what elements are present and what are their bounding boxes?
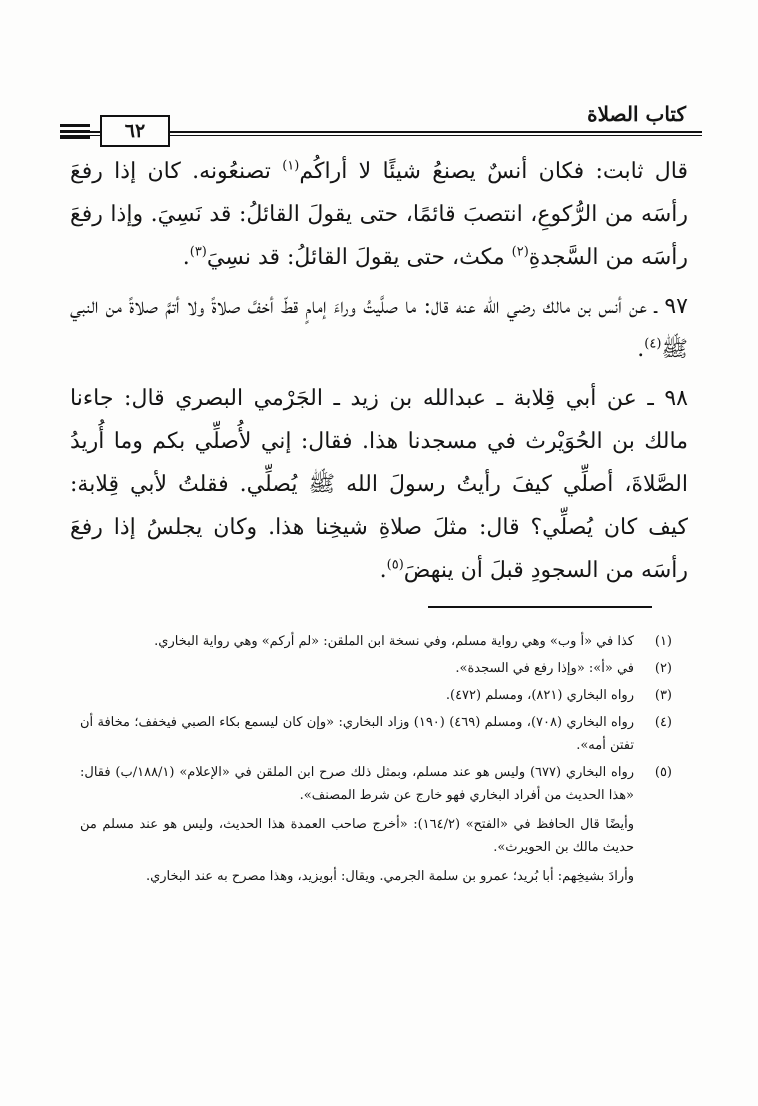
- footnote-line: في «أ»: «وإذا رفع في السجدة».: [455, 661, 634, 676]
- footnote-line: رواه البخاري (٦٧٧) وليس هو عند مسلم، وبمثل ذلك صرح ابن الملقن في «الإعلام» (١٨٨/١/ب) فقال: «هذا الحديث من أفراد البخاري فهو خارج عن شرط المصنف».: [80, 765, 635, 803]
- paragraph: [70, 377, 688, 592]
- footnote-number: (٣): [654, 688, 672, 703]
- header-ornament: [60, 130, 90, 133]
- footnote-ref: (٤): [644, 336, 662, 352]
- main-text: [70, 150, 688, 592]
- footnote-text: [80, 657, 634, 680]
- text-segment: قال ثابت: فكان أنسٌ يصنعُ شيئًا لا أراكُم: [299, 159, 689, 184]
- footnote-line: وأيضًا قال الحافظ في «الفتح» (١٦٤/٢): «أخرج صاحب العمدة هذا الحديث، وليس هو عند مسلم من حديث مالك بن الحويرث».: [80, 817, 634, 855]
- footnote-ref: (٥): [386, 557, 404, 573]
- footnote-line: كذا في «أ وب» وهي رواية مسلم، وفي نسخة ابن الملقن: «لم أركم» وهي رواية البخاري.: [154, 634, 634, 649]
- text-segment: .: [637, 337, 645, 362]
- footnote-ref: (٢): [511, 244, 529, 260]
- footnote-ref: (٣): [189, 244, 207, 260]
- text-segment: تصنعُونه. كان إذا رفعَ رأسَه من الرُّكوعِ، انتصبَ قائمًا، حتى يقولَ القائلُ: قد نَسِيَ. وإذا رفعَ رأسَه من السَّجدةِ: [70, 159, 688, 270]
- paragraph: [70, 285, 688, 371]
- footnote-number: (٤): [654, 715, 672, 730]
- footnote: [80, 657, 672, 680]
- footnote-text: [80, 684, 634, 707]
- footnote: [80, 711, 672, 757]
- footnotes: [80, 630, 672, 892]
- footnote-text: [80, 761, 634, 888]
- footnote-number: (١): [654, 634, 672, 649]
- footnote-number: (٥): [654, 765, 672, 780]
- text-segment: مكث، حتى يقولَ القائلُ: قد نسِيَ: [206, 245, 512, 270]
- footnote-line: رواه البخاري (٨٢١)، ومسلم (٤٧٢).: [445, 688, 634, 703]
- footnote-number: (٢): [654, 661, 672, 676]
- footnote: [80, 684, 672, 707]
- chapter-title: كتاب الصلاة: [579, 102, 694, 126]
- footnote: [80, 761, 672, 888]
- footnote-ref: (١): [282, 158, 300, 174]
- text-segment: ٩٨ ـ عن أبي قِلابة ـ عبدالله بن زيد ـ الجَرْمي البصري قال: جاءنا مالك بن الحُوَيْرث في مسجدنا هذا. فقال: إني لأُصلِّي بكم وما أُريدُ الصَّلاةَ، أصلِّي كيفَ رأيتُ رسولَ الله ﷺ يُصلِّي. فقلتُ لأبي قِلابة: كيف كان يُصلِّي؟ قال: مثلَ صلاةِ شيخِنا هذا. وكان يجلسُ إذا رفعَ رأسَه من السجودِ قبلَ أن ينهضَ: [70, 386, 688, 583]
- paragraph: [70, 150, 688, 279]
- text-segment: .: [182, 245, 190, 270]
- footnote-text: [80, 630, 634, 653]
- footnote: [80, 630, 672, 653]
- page-header: [60, 100, 702, 144]
- text-segment: ٩٧ ـ عن أنس بن مالك رضي الله عنه قال: ما صلَّيتُ وراءَ إمامٍ قطّ أخفَّ صلاةً ولا أتمَّ صلاةً من النبي ﷺ: [70, 294, 688, 362]
- header-ornament: [60, 136, 90, 139]
- footnote-separator: [428, 606, 652, 608]
- footnote-text: [80, 711, 634, 757]
- footnote-line: رواه البخاري (٧٠٨)، ومسلم (٤٦٩) (١٩٠) وزاد البخاري: «وإن كان ليسمع بكاء الصبي فيخفف؛ مخافة أن تفتن أمه».: [80, 715, 634, 753]
- header-ornament: [60, 124, 90, 127]
- footnote-line: وأرادَ بشيخِهم: أبا بُريد؛ عمرو بن سلمة الجرمي. ويقال: أبويزيد، وهذا مصرح به عند البخاري.: [145, 869, 634, 884]
- text-segment: .: [379, 558, 387, 583]
- page-number: ٦٢: [100, 115, 170, 147]
